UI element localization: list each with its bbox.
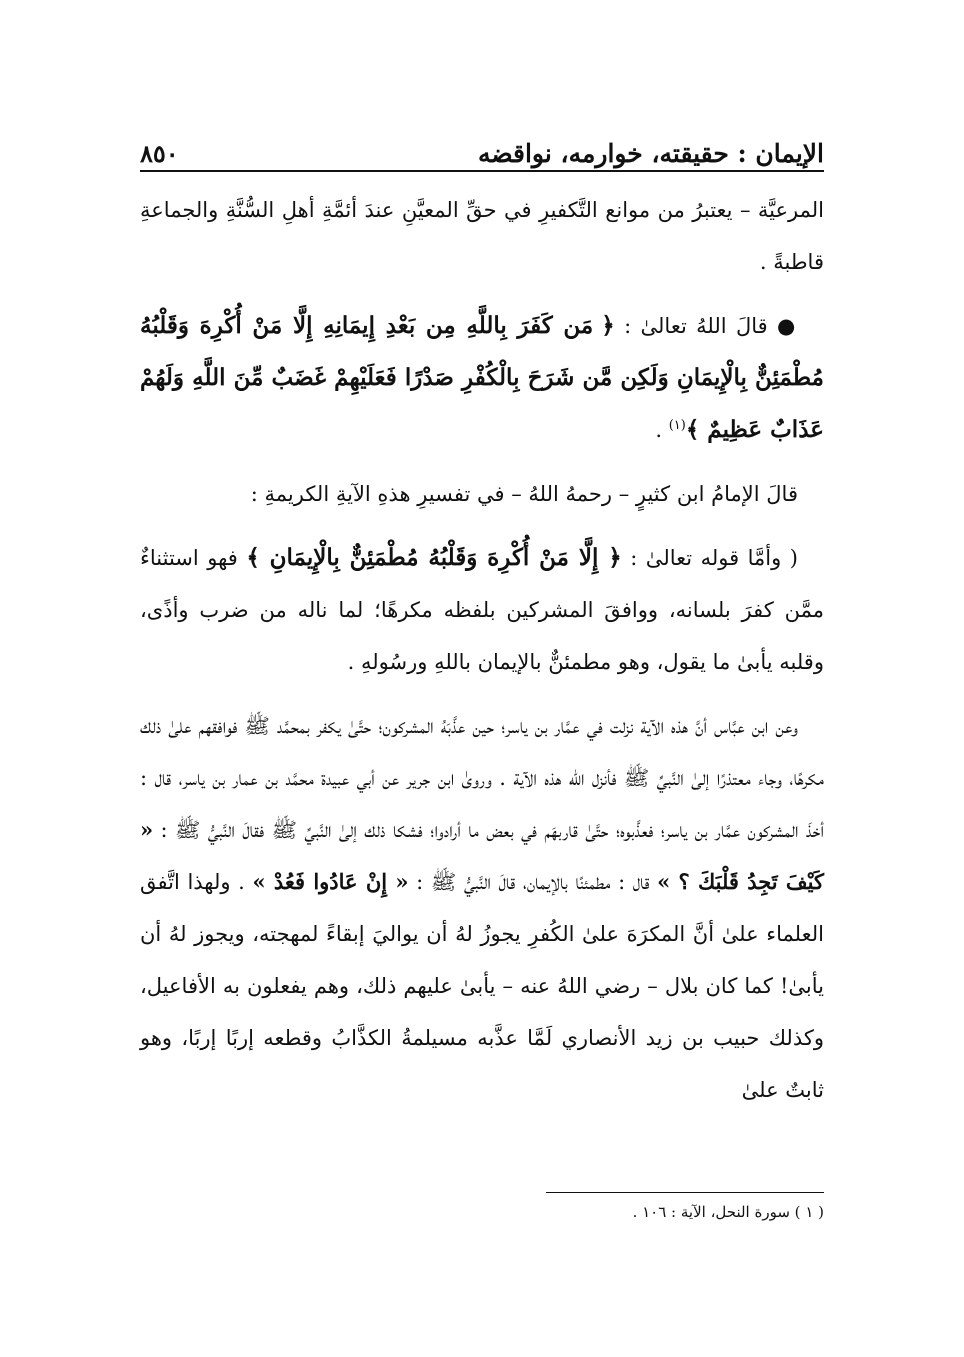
running-header <box>140 118 824 168</box>
footnote-reference: (١) <box>668 418 686 433</box>
footnote-divider <box>546 1192 824 1193</box>
paragraph-5-part-c: . ولهذا اتَّفق العلماء علىٰ أنَّ المكرَهَ علىٰ الكُفرِ يجوزُ لهُ أن يواليَ إبقاءً لمهجته، ويجوز لهُ أن يأبىٰ! كما كان بلال – رضي اللهُ عنه – يأبىٰ عليهم ذلك، وهم يفعلون به الأفاعيل، وكذلك حبيب بن زيد الأنصاري لَمَّا عذَّبه مسيلمةُ الكذَّابُ وقطعه إربًا إربًا، وهو ثابتٌ علىٰ <box>140 870 824 1102</box>
footnote: ( ١ ) سورة النحل، الآية : ١٠٦ . <box>632 1203 824 1221</box>
paragraph-4 <box>140 532 824 688</box>
main-text <box>140 184 824 1128</box>
header-divider <box>140 170 824 172</box>
paragraph-3: قالَ الإمامُ ابن كثيرٍ – رحمهُ اللهُ – في تفسيرِ هذهِ الآيةِ الكريمةِ : <box>250 482 798 506</box>
quote-rest: فهو استثناءٌ ممَّن كفرَ بلسانه، ووافقَ المشركين بلفظه مكرهًا؛ لما ناله من ضرب وأذًى، وقلبه يأبىٰ ما يقول، وهو مطمئنٌّ بالإيمان باللهِ ورسُولهِ . <box>140 546 824 674</box>
paragraph-1: المرعيَّة – يعتبرُ من موانع التَّكفيرِ في حقِّ المعيَّنِ عندَ أئمَّةِ أهلِ السُّنَّةِ والجماعةِ قاطبةً . <box>140 198 824 274</box>
paragraph-5 <box>140 700 824 1116</box>
hadith-phrase-1: « كَيْفَ تَجِدُ قَلْبَكَ ؟ » <box>140 817 824 894</box>
quran-verse-2: ﴿ إِلَّا مَنْ أُكْرِهَ وَقَلْبُهُ مُطْمَئِنٌّ بِالْإِيمَانِ ﴾ <box>246 544 622 571</box>
hadith-phrase-2: « إِنْ عَادُوا فَعُدْ » <box>252 869 409 894</box>
paragraph-2 <box>140 300 824 456</box>
quote-start: ( وأمَّا قوله تعالىٰ : <box>630 546 798 570</box>
paragraph-5-part-a: وعن ابن عبَّاس أنَّ هذه الآية نزلت في عمَّار بن ياسر؛ حين عذَّبَهُ المشركون؛ حتَّىٰ يكفر بمحمَّد ﷺ فوافقهم علىٰ ذلك مكرهًا، وجاء معتذرًا إلىٰ النَّبيِّ ﷺ فأنزل الله هذه الآية . وروىٰ ابن جرير عن أبي عبيدة محمَّد بن عمار بن ياسر، قال : أخذَ المشركون عمَّار بن ياسر؛ فعذَّبوه؛ حتَّىٰ قاربهَم في بعض ما أرادوا؛ فشكا ذلك إلىٰ النَّبيِّ ﷺ فقالَ النَّبيُّ ﷺ : <box>140 714 824 842</box>
book-title: الإيمان : حقيقته، خوارمه، نواقضه <box>477 139 824 168</box>
paragraph-2-end: . <box>655 418 669 442</box>
page-number: ٨٥٠ <box>140 139 179 168</box>
quran-verse-1: ﴿ مَن كَفَرَ بِاللَّهِ مِن بَعْدِ إِيمَانِهِ إِلَّا مَنْ أُكْرِهَ وَقَلْبُهُ مُطْمَئِنٌّ بِالْإِيمَانِ وَلَكِن مَّن شَرَحَ بِالْكُفْرِ صَدْرًا فَعَلَيْهِمْ غَضَبٌ مِّنَ اللَّهِ وَلَهُمْ عَذَابٌ عَظِيمٌ ﴾ <box>140 312 824 443</box>
quran-intro: ● قالَ اللهُ تعالىٰ : <box>624 314 798 338</box>
paragraph-5-part-b: قال : مطمئنًا بالإيمان، قالَ النَّبيُّ ﷺ : <box>416 870 650 894</box>
